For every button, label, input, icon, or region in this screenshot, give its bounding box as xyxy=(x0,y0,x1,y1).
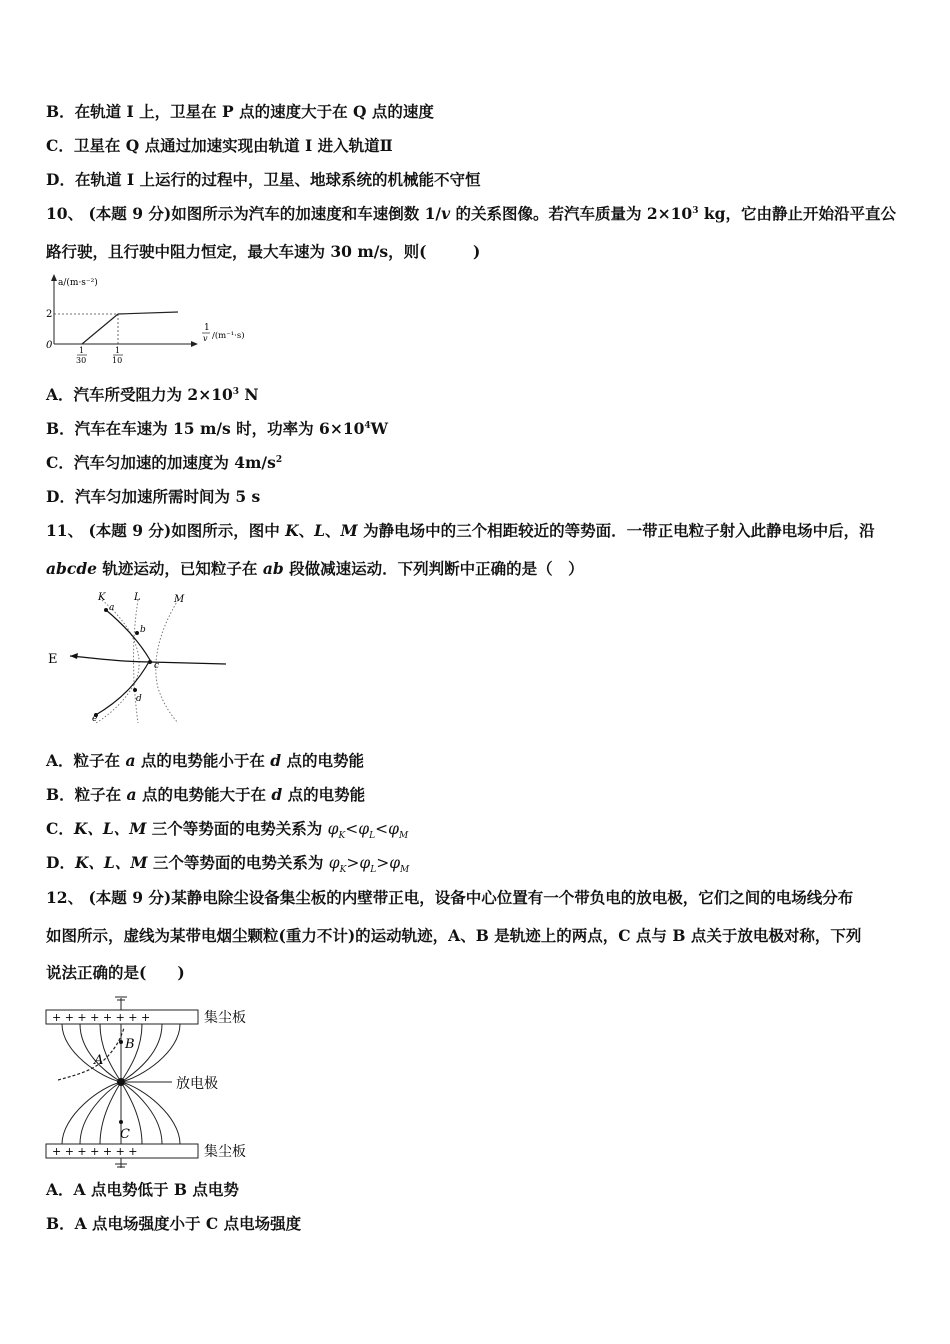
q11-option-d-sub-k: K xyxy=(339,865,347,876)
q10-graph-x-label-den: v xyxy=(203,334,208,343)
q9-option-b: B．在轨道 I 上，卫星在 P 点的速度大于在 Q 点的速度 xyxy=(46,102,434,121)
q10-graph-x-tick1-den: 30 xyxy=(76,356,87,365)
q11-option-d xyxy=(46,853,410,876)
q11-option-c-sub-l: L xyxy=(369,831,376,842)
q11-point-b xyxy=(135,631,139,635)
q10-option-d: D．汽车匀加速所需时间为 5 s xyxy=(46,487,261,506)
q11-stem-sep2: 、 xyxy=(325,521,341,540)
q11-equipotential-m xyxy=(156,600,178,723)
q10-option-b-exp: 4 xyxy=(364,420,371,431)
q11-option-c xyxy=(46,819,409,842)
q12-stem-line3: 说法正确的是( ) xyxy=(46,963,185,982)
q11-label-l: L xyxy=(134,592,141,603)
q11-option-d-phi: φ xyxy=(328,854,340,872)
q10-stem-v: v xyxy=(441,204,451,223)
q11-stem-text: 11、 (本题 9 分)如图所示，图中 xyxy=(46,521,286,540)
q10-option-b-unit: W xyxy=(370,419,389,438)
q12-label-a: A xyxy=(94,1053,104,1068)
q11-option-b-text: B．粒子在 xyxy=(46,785,127,804)
q11-option-c-prefix: C． xyxy=(46,819,74,838)
q11-option-c-text: 三个等势面的电势关系为 xyxy=(146,819,328,838)
q11-option-d-gt1: >φ xyxy=(346,854,371,872)
q12-trajectory xyxy=(58,1028,124,1080)
q11-label-c: c xyxy=(154,661,160,671)
q11-stem-sep1: 、 xyxy=(298,521,315,540)
q11-stem-text-4: 段做减速运动．下列判断中正确的是（ ） xyxy=(283,559,584,578)
q12-figure xyxy=(40,992,270,1172)
q11-option-d-sub-m: M xyxy=(400,865,410,876)
q12-field-line-bl1 xyxy=(62,1082,121,1144)
q11-option-a-var-d: d xyxy=(270,751,282,770)
q11-option-b-var-a: a xyxy=(126,785,137,804)
q11-option-b-text-2: 点的电势能大于在 xyxy=(136,785,272,804)
q11-label-k: K xyxy=(98,592,106,603)
q11-option-c-sub-m: M xyxy=(398,831,409,842)
q10-stem-line2: 路行驶，且行驶中阻力恒定，最大车速为 30 m/s，则( ) xyxy=(46,242,481,261)
q10-graph-x-arrow xyxy=(191,341,198,347)
q10-option-a xyxy=(46,385,259,405)
q11-option-a-var-a: a xyxy=(125,751,136,770)
q10-graph-y-label: a/(m·s⁻²) xyxy=(58,278,98,288)
q11-label-a: a xyxy=(109,603,115,613)
q11-option-b xyxy=(46,785,365,805)
q12-bottom-plate-label: 集尘板 xyxy=(204,1144,246,1160)
q12-top-plate-label: 集尘板 xyxy=(204,1010,246,1026)
q10-graph-y-tick: 2 xyxy=(46,309,53,320)
q10-option-c-text: C．汽车匀加速的加速度为 4m/s xyxy=(46,453,276,472)
q11-point-d xyxy=(133,688,137,692)
q10-stem-text-3: kg，它由静止开始沿平直公 xyxy=(698,204,896,223)
q10-graph-x-tick2-num: 1 xyxy=(115,346,121,355)
q11-option-d-gt2: >φ xyxy=(376,854,401,872)
q11-field-line-left xyxy=(70,656,150,662)
q12-field-line-tl1 xyxy=(62,1024,121,1082)
q11-option-d-sub-l: L xyxy=(370,865,377,876)
q12-stem-line1: 12、 (本题 9 分)某静电除尘设备集尘板的内壁带正电，设备中心位置有一个带负电的放电极，它们之间的电场线分布 xyxy=(46,888,854,907)
q11-option-a-text-2: 点的电势能小于在 xyxy=(135,751,271,770)
q12-bottom-plate-charges: + + + + + + + xyxy=(52,1145,138,1158)
q11-label-d: d xyxy=(136,694,142,704)
q10-option-b xyxy=(46,419,388,439)
q11-stem-line2 xyxy=(46,559,584,579)
q11-stem-M: M xyxy=(340,521,358,540)
q12-field-line-tr1 xyxy=(121,1024,142,1082)
q11-option-d-text: 三个等势面的电势关系为 xyxy=(147,853,329,872)
q11-stem-abcde: abcde xyxy=(46,559,98,578)
q10-stem-text-2: 的关系图像。若汽车质量为 2×10 xyxy=(450,204,693,223)
q12-point-b xyxy=(119,1040,123,1044)
q12-top-plate-charges: + + + + + + + + xyxy=(52,1011,151,1024)
q11-label-m: M xyxy=(174,594,185,605)
q9-option-d: D．在轨道 I 上运行的过程中，卫星、地球系统的机械能不守恒 xyxy=(46,170,481,189)
q12-stem-line2: 如图所示，虚线为某带电烟尘颗粒(重力不计)的运动轨迹，A、B 是轨迹上的两点，C 点与 B 点关于放电极对称，下列 xyxy=(46,926,862,945)
q11-option-b-var-d: d xyxy=(271,785,283,804)
q11-option-c-phi: φ xyxy=(327,820,339,838)
q12-electrode xyxy=(117,1078,125,1086)
q11-option-d-vars: K、L、M xyxy=(74,853,148,872)
q11-option-a-text: A．粒子在 xyxy=(46,751,126,770)
q11-option-a-text-3: 点的电势能 xyxy=(281,751,365,770)
q11-stem-text-2: 为静电场中的三个相距较近的等势面．一带正电粒子射入此静电场中后，沿 xyxy=(357,521,875,540)
q10-graph-x-tick1-num: 1 xyxy=(79,346,85,355)
q11-option-c-vars: K、L、M xyxy=(73,819,147,838)
q10-graph-line-flat xyxy=(118,312,178,314)
q11-option-c-lt1: <φ xyxy=(345,820,370,838)
q11-option-c-relation xyxy=(327,820,409,842)
q10-graph-origin: 0 xyxy=(46,340,53,351)
q11-label-e: E xyxy=(48,652,58,667)
q10-option-b-text: B．汽车在车速为 15 m/s 时，功率为 6×10 xyxy=(46,419,365,438)
q12-point-c xyxy=(119,1120,123,1124)
q11-option-c-lt2: <φ xyxy=(375,820,399,838)
q10-graph-x-tick2-den: 10 xyxy=(112,356,123,365)
q11-option-b-text-3: 点的电势能 xyxy=(282,785,366,804)
q10-graph-line-rise xyxy=(82,314,118,344)
q12-label-c: C xyxy=(120,1127,130,1142)
q10-option-a-unit: N xyxy=(239,385,259,404)
q12-option-b: B．A 点电场强度小于 C 点电场强度 xyxy=(46,1214,302,1233)
q11-label-e-point: e xyxy=(92,714,98,724)
q10-stem-exp: 3 xyxy=(692,205,699,216)
q11-option-a xyxy=(46,751,364,771)
q12-field-line-bl3 xyxy=(100,1082,121,1144)
q11-stem-ab: ab xyxy=(262,559,284,578)
q9-option-c: C．卫星在 Q 点通过加速实现由轨道 I 进入轨道Ⅱ xyxy=(46,136,393,155)
q12-electrode-label: 放电极 xyxy=(176,1076,218,1092)
q11-point-a xyxy=(104,608,108,612)
q12-option-a: A．A 点电势低于 B 点电势 xyxy=(46,1180,239,1199)
q11-option-d-relation xyxy=(328,854,410,876)
q10-option-c-exp: 2 xyxy=(275,454,283,465)
q12-label-b: B xyxy=(125,1037,135,1052)
q11-figure xyxy=(40,588,240,728)
q12-field-line-tr3 xyxy=(121,1024,180,1082)
q10-graph-y-arrow xyxy=(51,274,57,281)
q11-stem-line1 xyxy=(46,521,875,541)
q10-option-a-exp: 3 xyxy=(232,386,240,397)
q11-option-d-prefix: D． xyxy=(46,853,75,872)
q10-graph xyxy=(40,272,260,372)
q11-field-line-right xyxy=(150,662,226,664)
q11-stem-K: K xyxy=(285,521,299,540)
q11-field-arrow xyxy=(70,653,78,659)
q11-stem-text-3: 轨迹运动，已知粒子在 xyxy=(97,559,263,578)
q11-label-b: b xyxy=(140,625,146,635)
q10-option-c xyxy=(46,453,282,473)
q10-graph-x-label-num: 1 xyxy=(204,323,210,333)
q11-point-c xyxy=(148,660,152,664)
q10-option-a-text: A．汽车所受阻力为 2×10 xyxy=(46,385,233,404)
q11-stem-L: L xyxy=(314,521,326,540)
q10-stem-text: 10、 (本题 9 分)如图所示为汽车的加速度和车速倒数 1/ xyxy=(46,204,442,223)
q11-option-c-sub-k: K xyxy=(338,831,346,842)
q10-stem-line1 xyxy=(46,204,896,224)
q10-graph-x-label-unit: /(m⁻¹·s) xyxy=(212,331,245,341)
